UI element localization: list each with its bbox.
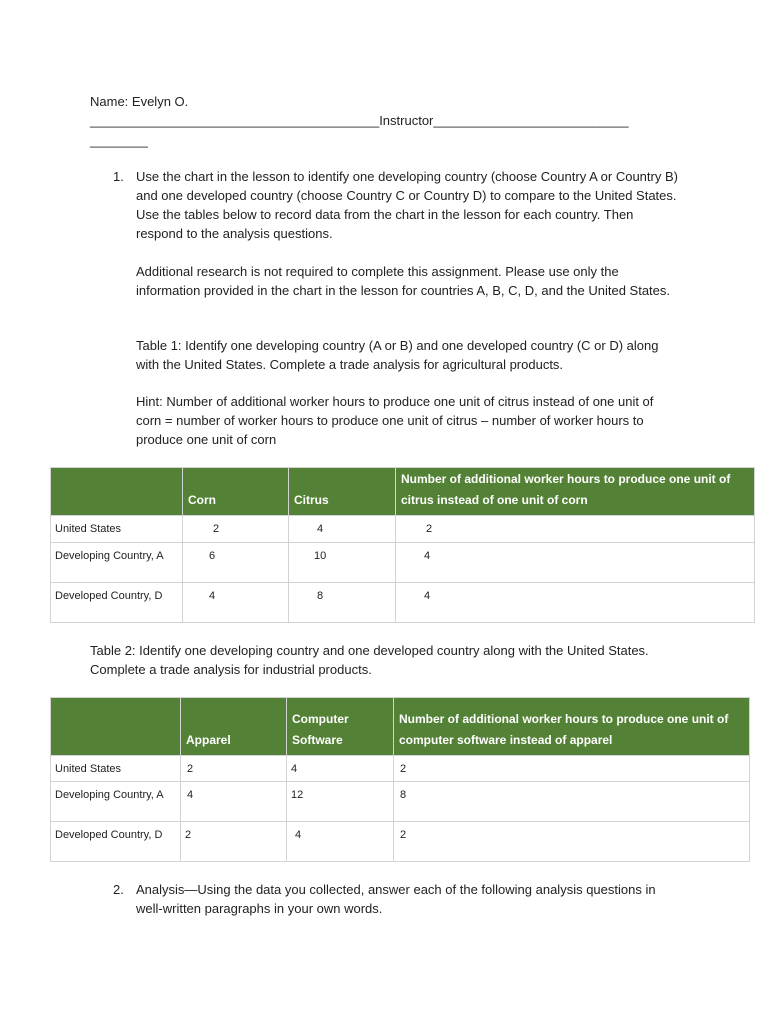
table-row [51, 822, 750, 862]
table-cell: 4 [181, 782, 287, 822]
table-cell: 2 [181, 822, 287, 862]
table-cell: 2 [394, 822, 750, 862]
instructor-line: ________________________________________Instructor___________________________ [90, 113, 629, 128]
table-2-header-apparel: Apparel [181, 698, 287, 756]
item-1-number: 1. [113, 169, 124, 184]
table-1-header-corn: Corn [183, 468, 289, 516]
table-row [51, 583, 755, 623]
table-row [51, 756, 750, 782]
table-1-intro: Table 1: Identify one developing country (A or B) and one developed country (C or D) along with the United States. Complete a trade analysis for agricultural products. [136, 338, 659, 372]
table-cell: Developing Country, A [51, 782, 181, 822]
table-cell: 4 [287, 756, 394, 782]
underline-tail: ________ [90, 133, 148, 148]
additional-research-paragraph: Additional research is not required to complete this assignment. Please use only the information provided in the chart in the lesson for countries A, B, C, D, and the United States. [136, 264, 671, 298]
table-2-header-row [51, 698, 750, 756]
table-1 [50, 467, 755, 623]
table-cell: United States [51, 516, 183, 543]
table-cell: 2 [183, 516, 289, 543]
table-cell: 6 [183, 543, 289, 583]
table-cell: 8 [394, 782, 750, 822]
table-cell: 12 [287, 782, 394, 822]
table-cell: 4 [396, 583, 755, 623]
table-cell: 4 [183, 583, 289, 623]
table-cell: 2 [394, 756, 750, 782]
table-2-intro: Table 2: Identify one developing country and one developed country along with the United States. Complete a trade analysis for industrial products. [90, 643, 649, 677]
table-1-header-additional-hours: Number of additional worker hours to produce one unit of citrus instead of one unit of corn [396, 468, 755, 516]
table-cell: Developed Country, D [51, 822, 181, 862]
table-2 [50, 697, 750, 862]
table-2-header-computer-software: Computer Software [287, 698, 394, 756]
table-1-header-row [51, 468, 755, 516]
table-cell: Developed Country, D [51, 583, 183, 623]
table-row [51, 543, 755, 583]
item-2-number: 2. [113, 882, 124, 897]
table-2-header-blank [51, 698, 181, 756]
table-1-header-blank [51, 468, 183, 516]
table-row [51, 782, 750, 822]
table-2-header-additional-hours: Number of additional worker hours to produce one unit of computer software instead of apparel [394, 698, 750, 756]
table-cell: 2 [396, 516, 755, 543]
item-2-paragraph: Analysis—Using the data you collected, answer each of the following analysis questions in well-written paragraphs in your own words. [136, 882, 656, 916]
table-cell: 8 [289, 583, 396, 623]
table-cell: Developing Country, A [51, 543, 183, 583]
table-cell: United States [51, 756, 181, 782]
table-row [51, 516, 755, 543]
table-1-header-citrus: Citrus [289, 468, 396, 516]
name-line: Name: Evelyn O. [90, 94, 189, 109]
table-cell: 4 [396, 543, 755, 583]
table-cell: 4 [287, 822, 394, 862]
table-cell: 10 [289, 543, 396, 583]
hint-paragraph: Hint: Number of additional worker hours to produce one unit of citrus instead of one unit of corn = number of worker hours to produce one unit of citrus – number of worker hours to produce one unit of corn [136, 394, 654, 447]
item-1-paragraph: Use the chart in the lesson to identify one developing country (choose Country A or Country B) and one developed country (choose Country C or Country D) to compare to the United States. Use the tables below to record data from the chart in the lesson for each country. Then respond to the analysis questions. [136, 169, 678, 241]
table-cell: 2 [181, 756, 287, 782]
table-cell: 4 [289, 516, 396, 543]
